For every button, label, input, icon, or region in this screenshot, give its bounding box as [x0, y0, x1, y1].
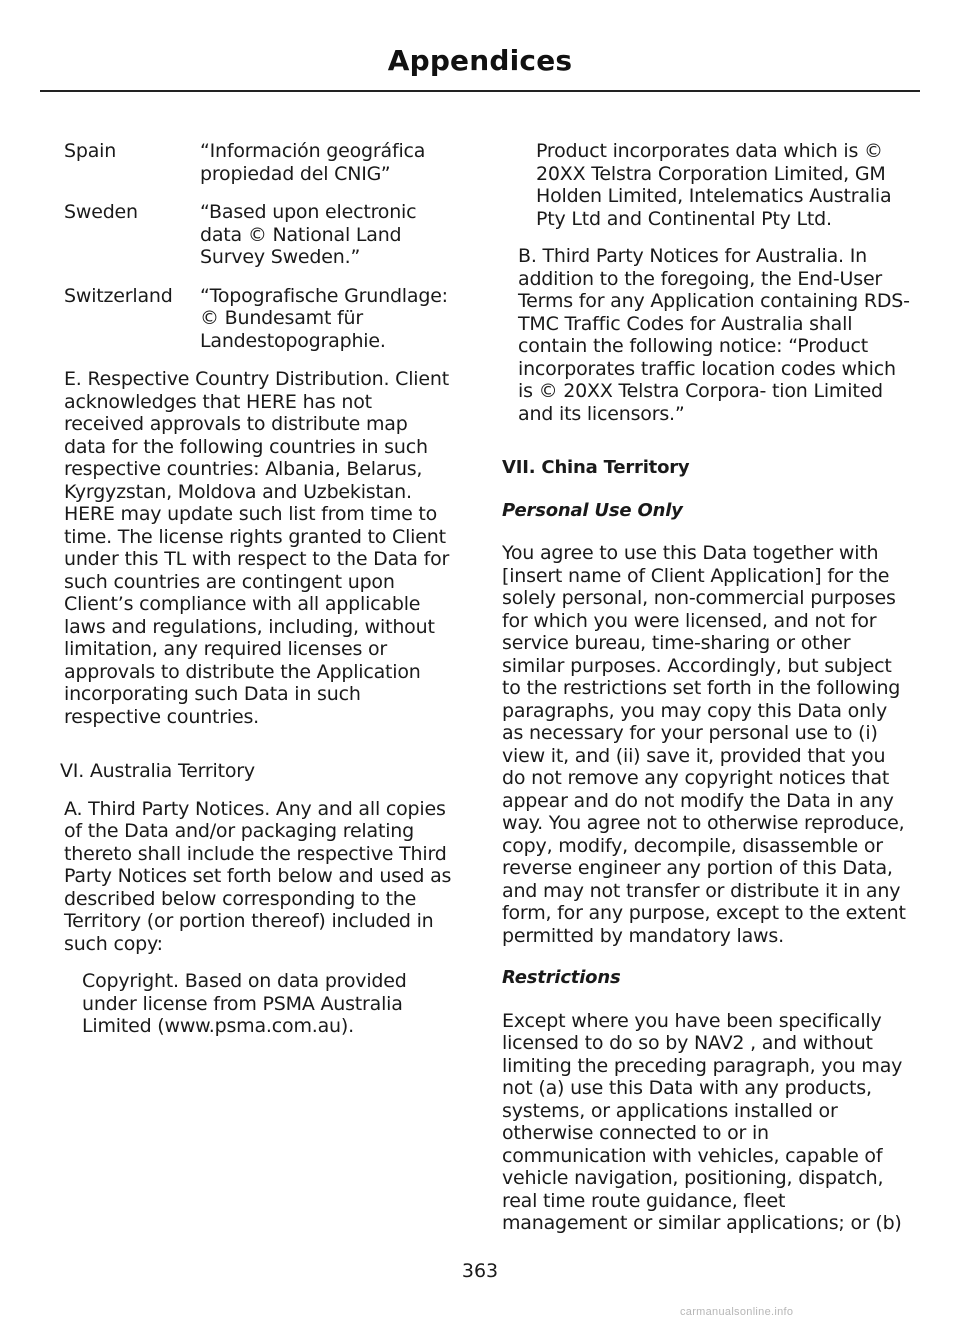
country-attribution-table	[64, 140, 454, 352]
attribution-text: “Based upon electronic data © National Land Survey Sweden.”	[200, 201, 417, 268]
paragraph-personal-use: You agree to use this Data together with [insert name of Client Application] for the solely personal, non-commercial purposes for which you were licensed, and not for service bureau, time-sharing or other similar purposes. Accordingly, but subject to the restrictions set forth in the following paragraphs, you may copy this Data only as necessary for your personal use to (i) view it, and (ii) save it, provided that you do not remove any copyright notices that appear and do not modify the Data in any way. You agree not to otherwise reproduce, copy, modify, decompile, disassemble or reverse engineer any portion of this Data, and may not transfer or distribute it in any form, for any purpose, except to the extent permitted by mandatory laws.	[502, 542, 906, 947]
attribution-text: “Topografische Grundlage: © Bundesamt für Landestopographie.	[200, 284, 448, 352]
section-heading-australia: VI. Australia Territory	[60, 760, 255, 782]
table-row	[64, 285, 454, 353]
country-name: Switzerland	[64, 284, 173, 307]
paragraph-third-party-notices: A. Third Party Notices. Any and all copies of the Data and/or packaging relating thereto shall include the respective Third Party Notices set forth below and used as described below corresponding to the Territory (or portion thereof) included in such copy:	[64, 797, 452, 955]
table-row	[64, 201, 454, 269]
paragraph-restrictions: Except where you have been specifically licensed to do so by NAV2 , and without limiting the preceding paragraph, you may not (a) use this Data with any products, systems, or applications installed or otherwise connected to or in communication with vehicles, capable of vehicle navigation, positioning, dispatch, real time route guidance, fleet management or similar applications; or (b)	[502, 1009, 903, 1234]
notice-telstra: Product incorporates data which is © 20XX Telstra Corporation Limited, GM Holden Limited, Intelematics Australia Pty Ltd and Continental Pty Ltd.	[536, 140, 892, 230]
section-heading-china: VII. China Territory	[502, 457, 690, 478]
notice-psma: Copyright. Based on data provided under license from PSMA Australia Limited (www.psma.com.au).	[82, 970, 407, 1037]
watermark: carmanualsonline.info	[680, 1306, 794, 1318]
attribution-text: “Información geográfica propiedad del CNIG”	[200, 140, 426, 185]
page-number: 363	[461, 1260, 499, 1282]
country-name: Spain	[64, 140, 117, 162]
paragraph-third-party-notices-australia: B. Third Party Notices for Australia. In addition to the foregoing, the End-User Terms for any Application containing RDS-TMC Traffic Codes for Australia shall contain the following notice: “Product incorporates traffic location codes which is © 20XX Telstra Corpora- tion Limited and its licensors.”	[518, 245, 910, 425]
country-name: Sweden	[64, 201, 138, 223]
header-divider	[40, 90, 920, 92]
paragraph-country-distribution: E. Respective Country Distribution. Client acknowledges that HERE has not received approvals to distribute map data for the following countries in such respective countries: Albania, Belarus, Kyrgyzstan, Moldova and Uzbekistan. HERE may update such list from time to time. The license rights granted to Client under this TL with respect to the Data for such countries are contingent upon Client’s compliance with all applicable laws and regulations, including, without limitation, any required licenses or approvals to distribute the Application incorporating such Data in such respective countries.	[64, 368, 450, 728]
table-row	[64, 140, 454, 185]
subheading-restrictions: Restrictions	[502, 967, 621, 988]
right-column	[502, 140, 914, 1235]
page-title: Appendices	[387, 44, 573, 77]
left-column	[60, 140, 454, 1038]
subheading-personal-use: Personal Use Only	[502, 499, 683, 521]
